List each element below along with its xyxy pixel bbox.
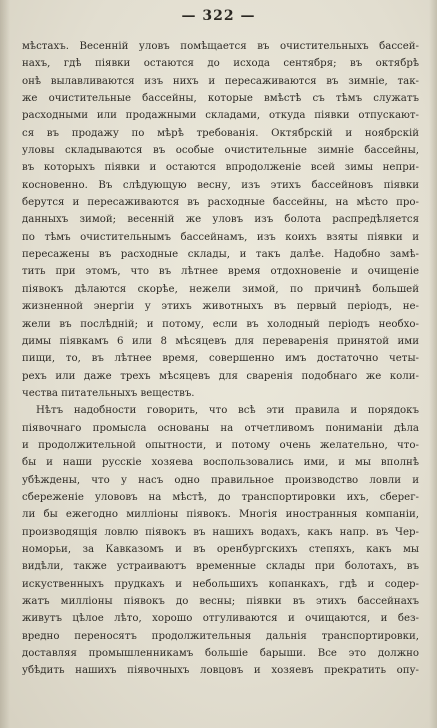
page-edge-shadow-right xyxy=(429,0,437,728)
text-line: Нѣтъ надобности говорить, что всѣ эти правила и порядокъ xyxy=(36,405,419,417)
text-line: по тѣмъ очистительнымъ бассейнамъ, изъ коихъ взяты піявки и xyxy=(22,231,419,243)
text-line: жизненной энергіи у этихъ животныхъ въ первый періодъ, не- xyxy=(22,301,419,313)
text-line: расходными или продажными складами, откуда піявки отпускают- xyxy=(22,110,419,122)
text-line: убѣдить нашихъ піявочныхъ ловцовъ и хозяевъ прекратить опу- xyxy=(22,665,419,677)
text-line: мѣстахъ. Весенній уловъ помѣщается въ очистительныхъ бассей- xyxy=(22,41,419,52)
text-line: піявочнаго промысла основаны на отчетливомъ пониманіи дѣла xyxy=(22,422,419,434)
text-line: и продолжительной опытности, и потому очень желательно, что- xyxy=(22,439,419,451)
page-edge-shadow-left xyxy=(0,0,10,728)
text-line: живутъ цѣлое лѣто, хорошо отгуливаются и очищаются, и без- xyxy=(22,613,419,625)
text-line: піявокъ дѣлаются скорѣе, нежели зимой, по причинѣ большей xyxy=(22,283,419,295)
text-line: въ которыхъ піявки и остаются впродолженіе всей зимы непри- xyxy=(22,162,419,174)
page-number: — 322 — xyxy=(181,8,256,24)
body-text xyxy=(22,38,419,680)
text-line: доставляя промышленникамъ большіе барыши. Все это должно xyxy=(22,648,419,660)
text-line: видѣли, также устраиваютъ временные склады при болотахъ, въ xyxy=(22,561,419,573)
text-line: пищи, то, въ лѣтнее время, совершенно имъ достаточно четы- xyxy=(22,353,419,365)
text-line: пересажены въ расходные склады, и такъ далѣе. Надобно замѣ- xyxy=(22,249,419,261)
text-line: рехъ или даже трехъ мѣсяцевъ для сваренія подобнаго же коли- xyxy=(22,370,419,382)
text-line: димы піявкамъ 6 или 8 мѣсяцевъ для переваренія принятой ими xyxy=(22,335,419,347)
text-line: данныхъ зимой; весенній же уловъ изъ болота распредѣляется xyxy=(22,214,419,226)
text-line: жатъ милліоны піявокъ до весны; піявки въ этихъ бассейнахъ xyxy=(22,596,419,607)
text-line: чества питательныхъ веществъ. xyxy=(22,387,195,399)
text-line: же очистительные бассейны, которые вмѣстѣ съ тѣмъ служатъ xyxy=(22,93,419,105)
text-line: номорьи, за Кавказомъ и въ оренбургскихъ степяхъ, какъ мы xyxy=(22,543,419,555)
text-line: ли бы ежегодно милліоны піявокъ. Многія иностранныя компаніи, xyxy=(22,509,419,521)
text-line: берутся и пересаживаются въ расходные бассейны, на мѣсто про- xyxy=(22,197,419,209)
text-line: бы и наши русскіе хозяева воспользовались ими, и мы вполнѣ xyxy=(22,457,419,469)
text-line: сбереженіе улововъ на мѣстѣ, до транспортировки ихъ, сберег- xyxy=(22,491,419,503)
text-line: убѣждены, что у насъ одно правильное производство ловли и xyxy=(22,474,419,486)
text-line: косновенно. Въ слѣдующую весну, изъ этихъ бассейновъ піявки xyxy=(22,179,419,191)
text-line: ся въ продажу по мѣрѣ требованія. Октябрскій и ноябрскій xyxy=(22,127,419,139)
text-line: тить при этомъ, что въ лѣтнее время отдохновеніе и очищеніе xyxy=(22,266,419,278)
text-line: уловы складываются въ особые очистительные зимніе бассейны, xyxy=(22,145,419,157)
text-line: искуственныхъ прудкахъ и небольшихъ копанкахъ, гдѣ и содер- xyxy=(22,578,419,590)
text-line: онѣ вылавливаются изъ нихъ и пересаживаются въ зимніе, так- xyxy=(22,75,419,87)
text-line: вредно переносятъ продолжительныя дальнія транспортировки, xyxy=(22,630,419,642)
text-line: нахъ, гдѣ піявки остаются до исхода сентября; въ октябрѣ xyxy=(22,58,419,70)
text-line: производящія ловлю піявокъ въ нашихъ водахъ, какъ напр. въ Чер- xyxy=(22,526,419,538)
text-line: жели въ послѣдній; и потому, если въ холодный періодъ необхо- xyxy=(22,318,419,330)
